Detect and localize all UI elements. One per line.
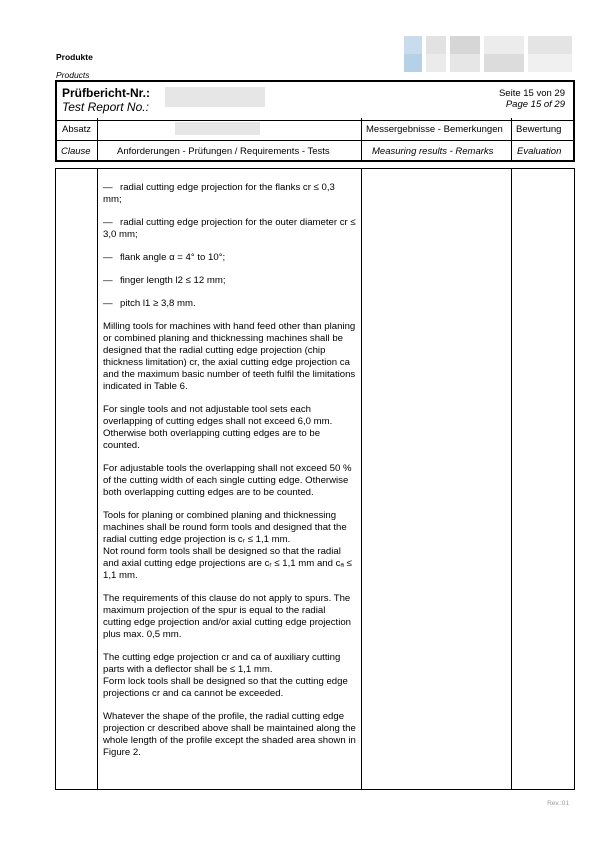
redacted-report-number — [165, 87, 265, 107]
list-item: — finger length l2 ≤ 12 mm; — [103, 275, 226, 286]
paragraph: For single tools and not adjustable tool sets each overlapping of cutting edges shall not exceed 6,0 mm. Otherwise both overlapping cutting edges are to be counted. — [103, 404, 333, 451]
paragraph: Whatever the shape of the profile, the radial cutting edge projection cr described above shall be maintained along the whole length of the profile except the shaded area shown in Figure 2. — [103, 711, 356, 758]
content-divider-3 — [511, 168, 512, 790]
content-divider-2 — [361, 168, 362, 790]
paragraph: Tools for planing or combined planing and thicknessing machines shall be round form tools and designed that the radial cutting edge projection is cᵣ ≤ 1,1 mm. Not round form tools shall be designed so that the radial and axial cutting edge projections are cᵣ ≤ 1,1 mm and cₐ ≤ 1,1 mm. — [103, 510, 352, 581]
paragraph: The requirements of this clause do not apply to spurs. The maximum projection of the spur is equal to the radial cutting edge projection and/or axial cutting edge projection plus max. 0,5 mm. — [103, 593, 352, 640]
page-number-de: Seite 15 von 29 — [498, 88, 565, 99]
list-item: — flank angle α = 4° to 10°; — [103, 252, 226, 263]
content-divider-1 — [97, 168, 98, 790]
clause-header-de: Absatz — [62, 124, 92, 135]
revision-label: Rev.:01 — [547, 800, 569, 807]
list-item: — radial cutting edge projection for the flanks cr ≤ 0,3 mm; — [103, 182, 335, 205]
report-title-area — [57, 82, 573, 121]
evaluation-header-de: Bewertung — [516, 124, 562, 135]
paragraph: Milling tools for machines with hand feed other than planing or combined planing and thicknessing machines shall be designed that the radial cutting edge projection (chip thickness limitation) cr, the axial cutting edge projection ca and the maximum basic number of teeth fulfil the limitations indicated in Table 6. — [103, 321, 356, 392]
redacted-logo — [404, 36, 572, 72]
company-header — [56, 47, 93, 83]
evaluation-header-en: Evaluation — [517, 146, 562, 157]
column-header-divider — [55, 140, 575, 141]
clause-header-en: Clause — [61, 146, 91, 157]
list-item: — radial cutting edge projection for the outer diameter cr ≤ 3,0 mm; — [103, 217, 356, 240]
paragraph: The cutting edge projection cr and ca of auxiliary cutting parts with a deflector shall be ≤ 1,1 mm. Form lock tools shall be designed so that the cutting edge projections cr and ca cannot be exceeded. — [103, 652, 348, 699]
page-number-en: Page 15 of 29 — [505, 99, 565, 110]
column-divider-1 — [97, 118, 98, 162]
column-divider-2 — [361, 118, 362, 162]
results-header-de: Messergebnisse - Bemerkungen — [366, 124, 503, 135]
redacted-requirements-header — [175, 122, 260, 135]
requirements-header: Anforderungen - Prüfungen / Requirements - Tests — [117, 146, 330, 157]
report-title-en: Test Report No.: — [62, 100, 149, 114]
paragraph: For adjustable tools the overlapping shall not exceed 50 % of the cutting width of each single cutting edge. Otherwise both overlapping cutting edges are to be counted. — [103, 463, 352, 498]
list-item: — pitch l1 ≥ 3,8 mm. — [103, 298, 196, 309]
report-title-de: Prüfbericht-Nr.: — [62, 86, 151, 100]
requirements-text — [103, 182, 356, 770]
column-divider-3 — [511, 118, 512, 162]
results-header-en: Measuring results - Remarks — [372, 146, 494, 157]
company-name-en: Products — [56, 70, 90, 80]
company-name-de: Produkte — [56, 52, 93, 62]
